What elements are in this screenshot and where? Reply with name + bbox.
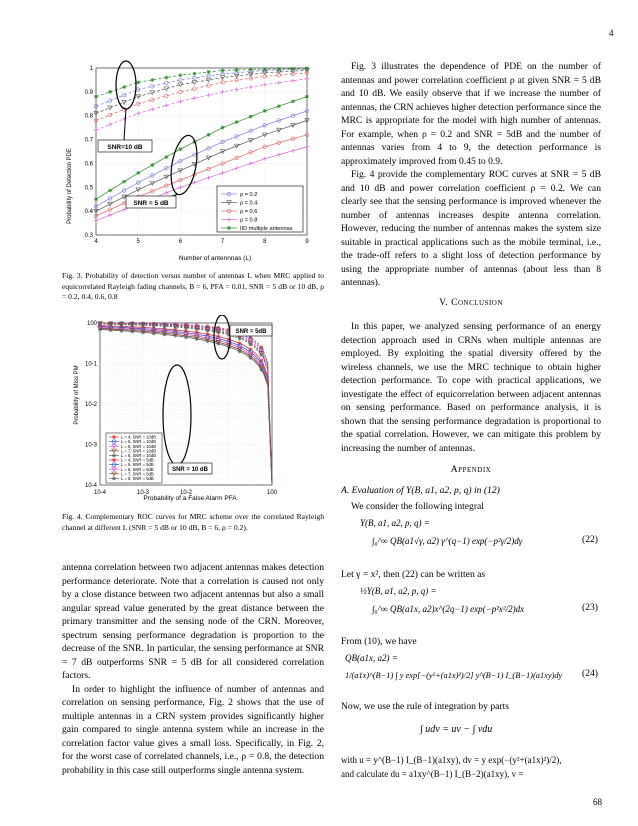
conclusion-paragraph: In this paper, we analyzed sensing performance of an energy detection approach used in CRNs when multiple antennas are employed. By exploiting the spatial diversity offered by the wireless channels, we use the MRC technique to obtain higher detection performance. To cope with practical applications, we investigate the effect of equicorrelation between adjacent antennas on sensing performance. Based on performance analysis, it is shown that the sensing performance degradation is proportional to the spatial correlation. However, we can mitigate this problem by increasing the number of antennas. xyxy=(341,321,601,454)
page-footer-number: 68 xyxy=(593,797,602,807)
fig4-data-point xyxy=(130,323,134,327)
conclusion-heading: V. Conclusion xyxy=(439,297,503,308)
fig4-data-point xyxy=(184,335,188,339)
fig4-data-point xyxy=(238,337,242,341)
fig3-data-point xyxy=(235,120,239,124)
fig4-data-point xyxy=(195,337,199,341)
fig4-data-point xyxy=(249,356,253,360)
conclusion-text xyxy=(341,320,601,455)
fig3-data-point xyxy=(150,78,154,82)
fig3-data-point xyxy=(178,73,182,77)
fig3-data-point xyxy=(249,115,253,119)
fig4-legend-label: L = 6, SNR = 10dB xyxy=(121,443,156,449)
fig3-xtick-label: 8 xyxy=(263,239,267,245)
fig4-data-point xyxy=(152,324,156,328)
eq24-number: (24) xyxy=(582,668,598,679)
fig3-data-point xyxy=(277,67,281,71)
fig3-xlabel: Number of antennnas (L) xyxy=(178,255,252,262)
fig4-data-point xyxy=(195,327,199,331)
fig3-data-point xyxy=(94,197,98,201)
fig4-data-point xyxy=(130,329,134,333)
fig4-data-point xyxy=(173,325,177,329)
appendix-parts: Now, we use the rule of integration by parts xyxy=(341,701,510,712)
fig3-xtick-label: 4 xyxy=(94,239,98,245)
fig4-data-point xyxy=(98,327,102,331)
fig3-data-point xyxy=(263,109,267,113)
fig4-legend-label: L = 8, SNR = 5dB xyxy=(121,476,154,481)
fig4-xlabel: Probability of a False Alarm PFA xyxy=(143,495,237,502)
fig3-data-point xyxy=(291,67,295,71)
eq23-number: (23) xyxy=(582,602,598,613)
fig4-legend-label: L = 4, SNR = 5dB xyxy=(121,457,154,463)
fig4-legend-marker xyxy=(112,453,116,457)
fig3-data-point xyxy=(235,68,239,72)
fig4-data-point xyxy=(120,323,124,327)
fig3-data-point xyxy=(249,68,253,72)
fig4-data-point xyxy=(238,349,242,353)
appendix-heading: Appendix xyxy=(450,464,492,475)
fig4-data-point xyxy=(152,331,156,335)
fig3-data-point xyxy=(136,171,140,175)
fig3-data-point xyxy=(221,68,225,72)
fig3-ytick-label: 0.9 xyxy=(84,89,93,96)
fig3-data-point xyxy=(108,188,112,192)
fig4-caption: Fig. 4. Complementary ROC curves for MRC scheme over the correlated Rayleigh channel at different L (SNR = 5 dB or 10 dB, B = 6, ρ = 0.2). xyxy=(62,512,324,532)
fig3-xtick-label: 6 xyxy=(178,239,183,245)
fig4-annot-10db: SNR = 10 dB xyxy=(172,467,208,473)
fig4-data-point xyxy=(216,342,220,346)
fig3-data-point xyxy=(108,90,112,94)
fig3-data-point xyxy=(150,163,154,167)
fig4-legend-label: L = 8, SNR = 10dB xyxy=(121,453,156,458)
fig4-ytick-label: 10-3 xyxy=(84,442,97,449)
fig3-data-point xyxy=(305,95,309,99)
fig3-data-point xyxy=(94,95,98,99)
fig4-legend-marker xyxy=(112,476,116,480)
fig4-xtick-label: 100 xyxy=(266,490,278,496)
fig3-legend-label: ρ = 0.8 xyxy=(240,217,258,224)
fig3-legend-marker xyxy=(227,226,231,230)
fig4-annot-5db: SNR = 5dB xyxy=(235,329,267,335)
fig4-data-point xyxy=(163,324,167,328)
fig4-data-point xyxy=(109,322,113,326)
fig4-ytick-label: 10-1 xyxy=(84,361,97,368)
fig3-data-point xyxy=(136,80,140,84)
fig3-data-point xyxy=(263,67,267,71)
fig3-data-point xyxy=(122,85,126,89)
fig4-data-point xyxy=(216,330,220,334)
fig3-caption: Fig. 3. Probability of detection versus number of antennas L when MRC applied to equicorrelated Rayleigh fading channels, B = 6, PFA = 0.01, SNR = 5 dB or 10 dB, ρ = 0.2, 0.4, 0.6, 0.8 xyxy=(62,271,324,301)
fig3-data-point xyxy=(207,133,211,137)
eq23-rhs: ∫₀^∞ QB(a1x, a2)x^(2q−1) exp(−p²x²/2)dx xyxy=(372,604,525,614)
fig4-data-point xyxy=(206,328,210,332)
fig3-data-point xyxy=(221,126,225,130)
fig3-ytick-label: 0.5 xyxy=(84,185,93,192)
fig3-legend-label: ρ = 0.2 xyxy=(240,192,258,198)
eq23-lhs: ½Υ(B, a1, a2, p, q) = xyxy=(360,586,437,596)
fig4-ytick-label: 10-2 xyxy=(84,402,97,408)
appendix-consider: We consider the following integral xyxy=(351,501,484,512)
fig3-legend-label: IID multiple antennas xyxy=(240,226,293,232)
fig3-ytick-label: 0.8 xyxy=(84,113,93,120)
fig4-chart xyxy=(62,315,324,505)
appendix-with-1: with u = y^(B−1) I_(B−1)(a1xy), dv = y exp(−(y²+(a1x)²)/2), xyxy=(341,755,562,765)
fig3-xtick-label: 5 xyxy=(136,239,140,245)
fig4-legend-marker xyxy=(112,458,116,462)
eq22-lhs: Υ(B, a1, a2, p, q) = xyxy=(360,518,430,528)
fig3-ytick-label: 0.7 xyxy=(84,137,93,144)
fig3-annot-10db: SNR=10 dB xyxy=(107,144,143,151)
fig4-data-point xyxy=(259,367,263,371)
fig3-ylabel: Probability of Detection PDE xyxy=(67,148,73,224)
fig4-data-point xyxy=(173,334,177,338)
fig3-legend-label: ρ = 0.4 xyxy=(240,200,258,207)
fig4-data-point xyxy=(141,323,145,327)
fig4-data-point xyxy=(120,329,124,333)
fig4-legend-label: L = 7, SNR = 5dB xyxy=(121,471,154,477)
fig3-data-point xyxy=(164,155,168,159)
fig4-ytick-label: 10-4 xyxy=(84,483,97,489)
fig4-data-point xyxy=(141,330,145,334)
page-header-number: 4 xyxy=(609,28,614,38)
fig4-ylabel: Probability of Miss PM xyxy=(74,365,80,425)
fig4-ytick-label: 100 xyxy=(86,321,97,327)
parts-equation: ∫ udv = uv − ∫ vdu xyxy=(420,724,493,735)
appendix-with-2: and calculate du = a1xy^(B−1) I_(B−2)(a1xy), v = xyxy=(341,769,524,779)
fig3-legend-label: ρ = 0.6 xyxy=(240,209,258,215)
fig4-legend-label: L = 6, SNR = 5dB xyxy=(121,466,154,472)
fig3-ytick-label: 0.3 xyxy=(84,233,93,239)
fig4-legend-label: L = 7, SNR = 10dB xyxy=(121,448,156,454)
fig4-data-point xyxy=(206,339,210,343)
fig3-chart xyxy=(62,60,324,265)
left-paragraph-1: antenna correlation between two adjacent antennas makes detection performance deteriorate. Note that a correlation is caused not only by a close distance between two adjacent antennas but also a small angular spread value generated by the great distance between the primary transmitter and the sensing node of the CRN. Moreover, spectrum sensing performance degradation is proportion to the decrease of the SNR. In particular, the sensing performance at SNR = 7 dB outperforms SNR = 5 dB for all considered correlation factors. xyxy=(62,562,324,681)
fig4-xtick-label: 10-2 xyxy=(179,490,193,496)
fig3-data-point xyxy=(192,72,196,76)
fig4-data-point xyxy=(163,332,167,336)
fig4-legend-marker xyxy=(112,435,116,439)
right-paragraph-2: Fig. 4 provide the complementary ROC curves at SNR = 5 dB and 10 dB and power correlation coefficient ρ = 0.2. We can clearly see that the sensing performance is improved whenever the number of antennas increases despite antenna correlation. However, reducing the number of antennas makes the system size suitable in practical applications such as the mobile terminal, i.e., the trade-off refers to a slight loss of detection performance by using the appropriate number of antennas (about less than 8 antennas). xyxy=(341,169,601,288)
fig4-data-point xyxy=(109,328,113,332)
fig3-xtick-label: 7 xyxy=(220,239,225,245)
left-column-text xyxy=(62,561,324,777)
fig3-data-point xyxy=(178,147,182,151)
fig4-data-point xyxy=(249,342,253,346)
fig4-legend-label: L = 5, SNR = 5dB xyxy=(121,462,154,468)
eq22-number: (22) xyxy=(582,534,598,545)
fig3-data-point xyxy=(207,70,211,74)
fig3-xtick-label: 9 xyxy=(305,239,309,245)
eq22-rhs: ∫₀^∞ QB(a1√γ, a2) γ^(q−1) exp(−p²γ/2)dγ xyxy=(372,536,523,546)
fig3-ytick-label: 0.4 xyxy=(84,209,93,216)
fig3-data-point xyxy=(122,180,126,184)
fig4-legend-label: L = 5, SNR = 10dB xyxy=(121,439,156,445)
fig3-data-point xyxy=(305,66,309,70)
appendix-from10: From (10), we have xyxy=(341,636,417,647)
fig4-legend-label: L = 4, SNR = 10dB xyxy=(121,434,156,440)
left-paragraph-2: In order to highlight the influence of number of antennas and correlation on sensing performance, Fig. 2 shows that the use of multiple antennas in a CRN system provides significantly higher gain compared to single antenna system while an increase in the correlation factor value gives a small loss. Specifically, in Fig. 2, for the worst case of correlated channels, i.e., ρ = 0.8, the detection probability in this case still outperforms single antenna system. xyxy=(62,683,324,776)
fig4-data-point xyxy=(98,322,102,326)
fig4-xtick-label: 10-3 xyxy=(136,490,150,496)
eq24-rhs: 1/(a1x)^(B−1) ∫ y exp[−(y²+(a1x)²)/2] y^(B−1) I_(B−1)(a1xy)dy xyxy=(345,671,563,680)
fig4-data-point xyxy=(184,326,188,330)
fig3-ytick-label: 0.6 xyxy=(84,161,93,168)
fig4-data-point xyxy=(259,353,263,357)
right-column-text xyxy=(341,60,601,290)
fig3-ytick-label: 1 xyxy=(89,66,93,72)
fig3-data-point xyxy=(164,76,168,80)
fig4-xtick-label: 10-4 xyxy=(93,490,107,496)
appendix-let: Let γ = x², then (22) can be written as xyxy=(341,569,486,580)
fig3-annot-5db: SNR = 5 dB xyxy=(133,200,169,207)
right-paragraph-1: Fig. 3 illustrates the dependence of PDE on the number of antennas and power correlation coefficient ρ at given SNR = 5 dB and 10 dB. We easily observe that if we increase the number of antennas, the CRN achieves higher detection performance since the MRC is appropriate for the model with high number of antennas. For example, when ρ = 0.2 and SNR = 5dB and the number of antennas varies from 4 to 9, the detection performance is approximately improved from 0.45 to 0.9. xyxy=(341,61,601,167)
fig3-data-point xyxy=(291,99,295,103)
fig3-data-point xyxy=(277,104,281,108)
appendix-subsection: A. Evaluation of Υ(B, a1, a2, p, q) in (12) xyxy=(341,485,500,496)
eq24-lhs: QB(a1x, a2) = xyxy=(345,653,398,663)
